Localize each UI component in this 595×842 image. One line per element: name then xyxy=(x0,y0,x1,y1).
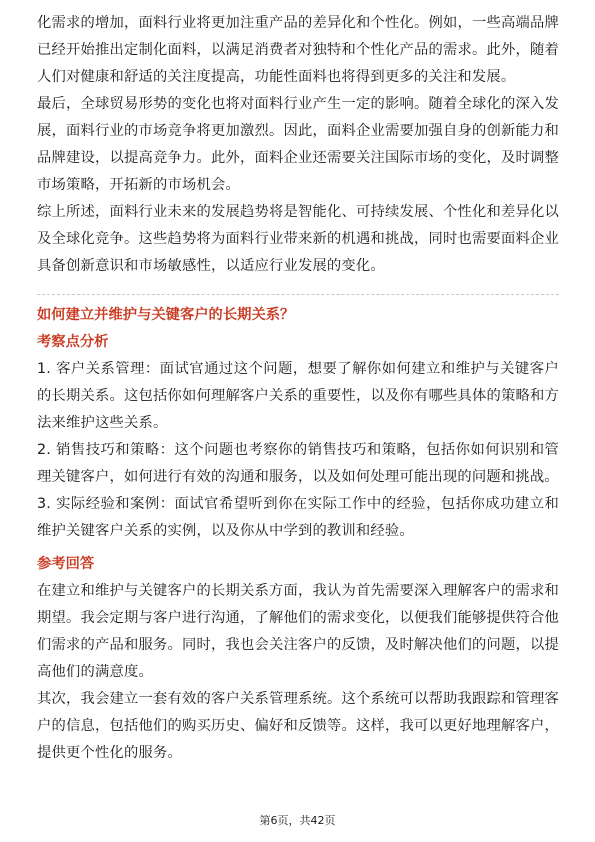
analysis-item-3: 3. 实际经验和案例：面试官希望听到你在实际工作中的经验，包括你成功建立和维护关键客户关系的实例，以及你从中学到的教训和经验。 xyxy=(37,496,559,539)
answer-paragraph-2: 其次，我会建立一套有效的客户关系管理系统。这个系统可以帮助我跟踪和管理客户的信息，包括他们的购买历史、偏好和反馈等。这样，我可以更好地理解客户，提供更个性化的服务。 xyxy=(37,691,559,761)
analysis-heading: 考察点分析 xyxy=(37,334,109,350)
answer-paragraph-1: 在建立和维护与关键客户的长期关系方面，我认为首先需要深入理解客户的需求和期望。我会定期与客户进行沟通，了解他们的需求变化，以便我们能够提供符合他们需求的产品和服务。同时，我也会关注客户的反馈，及时解决他们的问题，以提高他们的满意度。 xyxy=(37,583,559,680)
intro-paragraph-2: 最后，全球贸易形势的变化也将对面料行业产生一定的影响。随着全球化的深入发展，面料行业的市场竞争将更加激烈。因此，面料企业需要加强自身的创新能力和品牌建设，以提高竞争力。此外，面料企业还需要关注国际市场的变化，及时调整市场策略，开拓新的市场机会。 xyxy=(37,96,559,193)
intro-paragraph-3: 综上所述，面料行业未来的发展趋势将是智能化、可持续发展、个性化和差异化以及全球化竞争。这些趋势将为面料行业带来新的机遇和挑战，同时也需要面料企业具备创新意识和市场敏感性，以适应行业发展的变化。 xyxy=(37,204,559,274)
document-page xyxy=(37,10,559,767)
analysis-item-2: 2. 销售技巧和策略：这个问题也考察你的销售技巧和策略，包括你如何识别和管理关键客户，如何进行有效的沟通和服务，以及如何处理可能出现的问题和挑战。 xyxy=(37,442,559,485)
analysis-item-1: 1. 客户关系管理：面试官通过这个问题，想要了解你如何建立和维护与关键客户的长期关系。这包括你如何理解客户关系的重要性，以及你有哪些具体的策略和方法来维护这些关系。 xyxy=(37,361,559,431)
intro-paragraph-1: 化需求的增加，面料行业将更加注重产品的差异化和个性化。例如，一些高端品牌已经开始推出定制化面料，以满足消费者对独特和个性化产品的需求。此外，随着人们对健康和舒适的关注度提高，功能性面料也将得到更多的关注和发展。 xyxy=(37,15,559,85)
page-number: 第6页，共42页 xyxy=(259,814,336,827)
section-divider xyxy=(37,294,559,295)
question-title: 如何建立并维护与关键客户的长期关系？ xyxy=(37,307,295,323)
answer-heading: 参考回答 xyxy=(37,556,95,572)
